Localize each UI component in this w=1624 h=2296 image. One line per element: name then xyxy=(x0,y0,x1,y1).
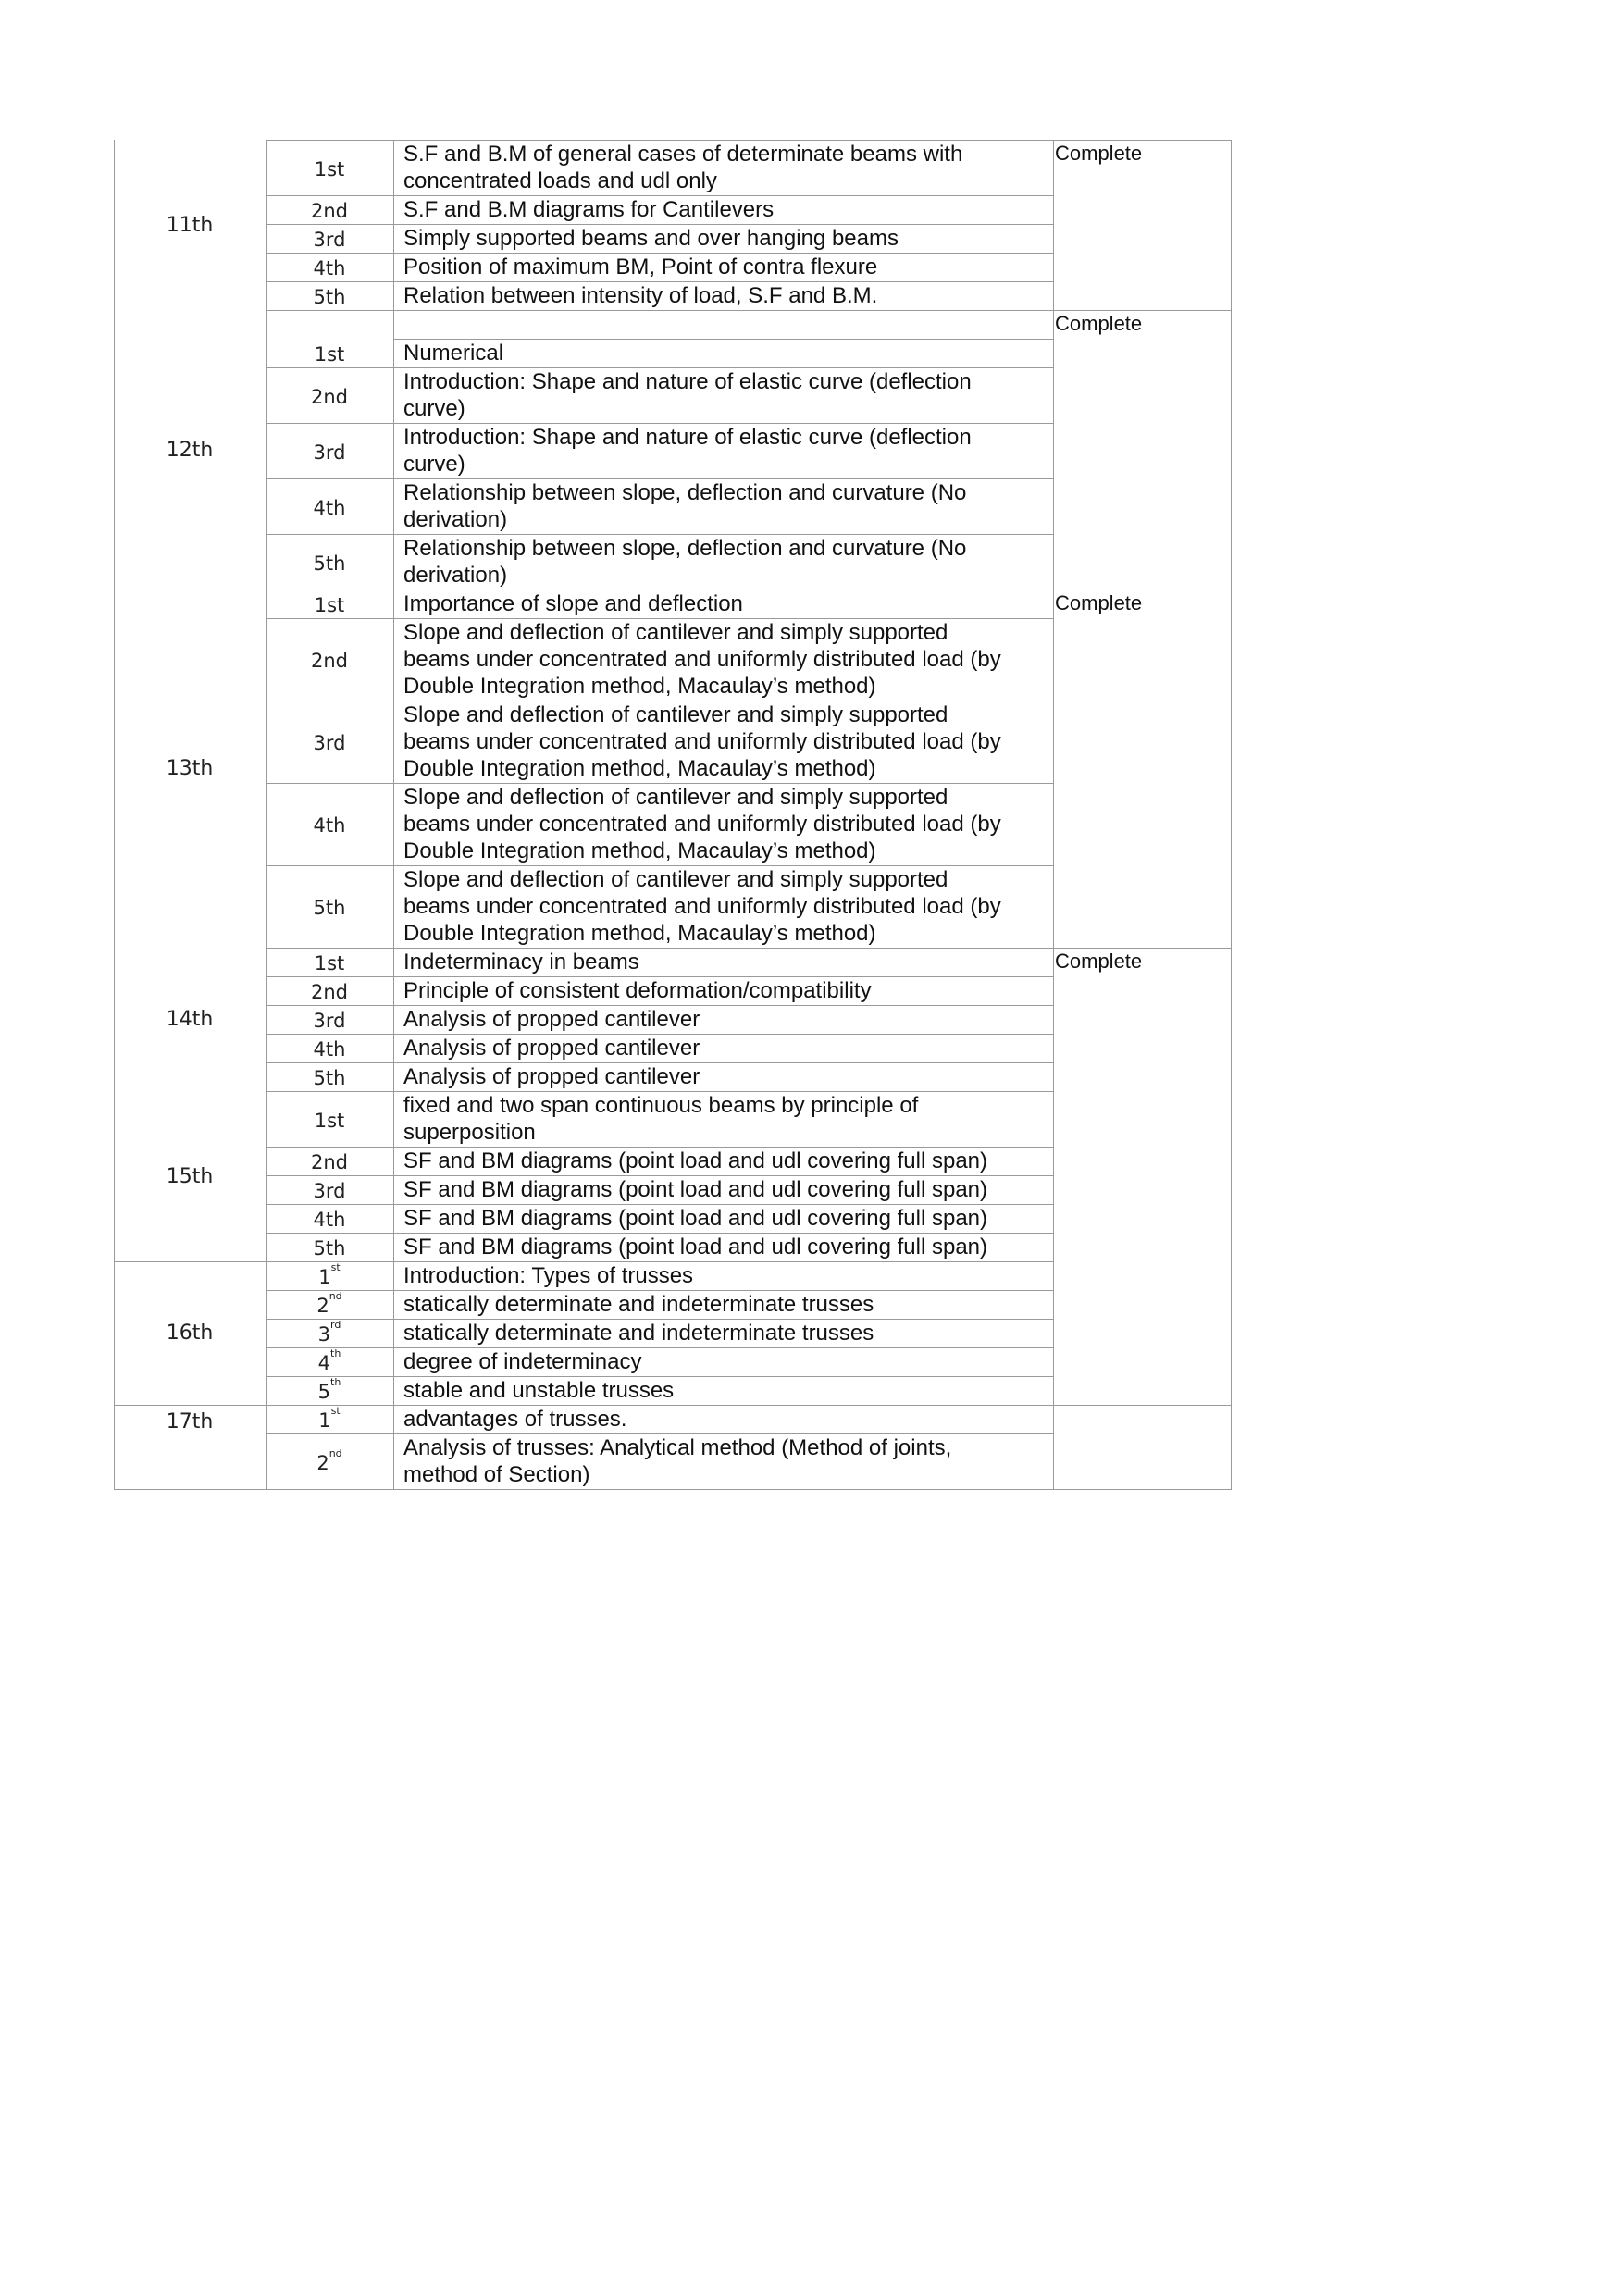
week-separator xyxy=(114,1405,267,1406)
lecture-topic: Analysis of propped cantilever xyxy=(403,1007,700,1032)
lecture-topic: beams under concentrated and uniformly distributed load (by xyxy=(403,894,1001,919)
lecture-topic: Double Integration method, Macaulay’s method) xyxy=(403,921,876,946)
lecture-number xyxy=(266,648,393,675)
lecture-topic: Importance of slope and deflection xyxy=(403,591,743,616)
lecture-number xyxy=(266,1446,393,1477)
week-label: 11th xyxy=(166,213,214,237)
lecture-number xyxy=(266,1290,393,1320)
lecture-topic: advantages of trusses. xyxy=(403,1407,627,1432)
status-complete: Complete xyxy=(1055,142,1143,165)
lecture-number xyxy=(266,284,393,311)
lecture-number-text: 2nd xyxy=(310,1151,348,1173)
lecture-topic: S.F and B.M of general cases of determinate beams with xyxy=(403,142,963,167)
lecture-number-text: 5th xyxy=(313,286,346,308)
lecture-topic: concentrated loads and udl only xyxy=(403,168,717,193)
lecture-number-text: 5 xyxy=(317,1381,331,1403)
lecture-number-text: 2nd xyxy=(310,385,348,408)
lecture-number-text: 1st xyxy=(314,1109,345,1132)
lecture-number xyxy=(266,384,393,411)
lecture-number xyxy=(266,979,393,1006)
lecture-topic: beams under concentrated and uniformly distributed load (by xyxy=(403,647,1001,672)
lecture-number-text: 1st xyxy=(314,157,345,180)
lecture-number-text: 4th xyxy=(313,1209,346,1231)
week-label: 17th xyxy=(166,1410,214,1433)
lecture-number-text: 3rd xyxy=(313,1010,346,1032)
lecture-number-suffix: st xyxy=(330,1261,341,1273)
lecture-topic: beams under concentrated and uniformly distributed load (by xyxy=(403,729,1001,754)
lecture-topic: fixed and two span continuous beams by principle of xyxy=(403,1093,919,1118)
lecture-number xyxy=(266,1036,393,1063)
status-separator xyxy=(1053,1405,1232,1406)
lecture-number-text: 1st xyxy=(314,952,345,974)
outer-right-border xyxy=(1231,140,1232,1490)
lecture-number-text: 2nd xyxy=(310,981,348,1003)
lecture-number-suffix: th xyxy=(330,1376,341,1388)
lecture-number xyxy=(266,813,393,839)
lecture-number-text: 4th xyxy=(313,496,346,519)
week-label: 16th xyxy=(166,1322,214,1345)
lecture-number-text: 1st xyxy=(314,343,345,366)
lecture-topic: SF and BM diagrams (point load and udl covering full span) xyxy=(403,1177,988,1202)
lecture-number xyxy=(266,950,393,977)
lecture-number-suffix: rd xyxy=(330,1319,341,1331)
lecture-topic: S.F and B.M diagrams for Cantilevers xyxy=(403,197,775,222)
lecture-topic: curve) xyxy=(403,396,465,421)
lecture-number-text: 1 xyxy=(318,1266,331,1288)
lecture-number xyxy=(266,730,393,757)
lecture-topic: Double Integration method, Macaulay’s method) xyxy=(403,756,876,781)
lecture-topic: Introduction: Shape and nature of elastic curve (deflection xyxy=(403,425,972,450)
lecture-topic: Analysis of propped cantilever xyxy=(403,1036,700,1061)
lecture-number-suffix: nd xyxy=(329,1446,342,1459)
week-label: 14th xyxy=(166,1008,214,1031)
week-label: 12th xyxy=(166,438,214,462)
week-separator xyxy=(114,1261,267,1262)
lecture-number-text: 2 xyxy=(316,1451,329,1474)
lecture-topic: Position of maximum BM, Point of contra flexure xyxy=(403,254,878,279)
table-vline xyxy=(1053,140,1054,1490)
lecture-number xyxy=(266,1261,393,1291)
lecture-topic: stable and unstable trusses xyxy=(403,1378,675,1403)
lecture-topic: Double Integration method, Macaulay’s method) xyxy=(403,674,876,699)
lecture-number xyxy=(266,1235,393,1262)
lecture-number-text: 2nd xyxy=(310,200,348,222)
lecture-topic: Simply supported beams and over hanging beams xyxy=(403,226,899,251)
lecture-topic: curve) xyxy=(403,452,465,477)
lecture-number-text: 4th xyxy=(313,814,346,837)
lecture-number xyxy=(266,1376,393,1406)
lecture-number xyxy=(266,895,393,922)
lecture-number-text: 1 xyxy=(318,1409,331,1432)
lecture-topic: Principle of consistent deformation/compatibility xyxy=(403,978,872,1003)
status-complete: Complete xyxy=(1055,312,1143,335)
lecture-number-suffix: st xyxy=(330,1405,341,1417)
lecture-topic: beams under concentrated and uniformly distributed load (by xyxy=(403,812,1001,837)
lecture-topic: Double Integration method, Macaulay’s method) xyxy=(403,838,876,863)
lecture-topic: SF and BM diagrams (point load and udl covering full span) xyxy=(403,1206,988,1231)
lecture-number-text: 3 xyxy=(317,1323,331,1346)
status-complete: Complete xyxy=(1055,591,1143,614)
lecture-number xyxy=(266,1178,393,1205)
lecture-number-suffix: nd xyxy=(329,1290,342,1302)
lecture-number xyxy=(266,1149,393,1176)
lecture-number xyxy=(266,592,393,619)
lecture-number xyxy=(266,156,393,183)
lecture-number xyxy=(266,1008,393,1035)
week-label: 13th xyxy=(166,757,214,780)
week-separator xyxy=(114,1489,267,1490)
lecture-number xyxy=(266,255,393,282)
lecture-number xyxy=(266,341,393,368)
lecture-topic: Relationship between slope, deflection and curvature (No xyxy=(403,480,967,505)
lecture-number-text: 5th xyxy=(313,552,346,575)
week-label: 15th xyxy=(166,1164,214,1188)
lecture-topic: superposition xyxy=(403,1120,536,1145)
lecture-topic: method of Section) xyxy=(403,1462,590,1487)
lecture-topic: degree of indeterminacy xyxy=(403,1349,642,1374)
lecture-topic: Analysis of propped cantilever xyxy=(403,1064,700,1089)
lecture-number-text: 4th xyxy=(313,1038,346,1061)
lecture-number xyxy=(266,227,393,254)
lecture-topic: Slope and deflection of cantilever and simply supported xyxy=(403,785,948,810)
table-vline xyxy=(393,140,394,1490)
lecture-topic: Analysis of trusses: Analytical method (Method of joints, xyxy=(403,1435,952,1460)
lecture-topic: Slope and deflection of cantilever and simply supported xyxy=(403,620,948,645)
lecture-topic: derivation) xyxy=(403,563,508,588)
lecture-number-text: 3rd xyxy=(313,441,346,464)
status-separator xyxy=(1053,1489,1232,1490)
lecture-topic: Relationship between slope, deflection and curvature (No xyxy=(403,536,967,561)
lecture-number-text: 4 xyxy=(317,1352,331,1374)
lecture-number xyxy=(266,440,393,466)
lecture-topic: Indeterminacy in beams xyxy=(403,949,639,974)
status-complete: Complete xyxy=(1055,949,1143,973)
lecture-topic: SF and BM diagrams (point load and udl covering full span) xyxy=(403,1148,988,1173)
lecture-topic: Slope and deflection of cantilever and simply supported xyxy=(403,702,948,727)
lecture-number-text: 3rd xyxy=(313,732,346,754)
table-hline xyxy=(266,948,1054,949)
lecture-topic: Introduction: Shape and nature of elastic curve (deflection xyxy=(403,369,972,394)
lecture-topic: Slope and deflection of cantilever and simply supported xyxy=(403,867,948,892)
lecture-number xyxy=(266,1319,393,1348)
table-hline xyxy=(266,1489,1054,1490)
lecture-number-text: 2nd xyxy=(310,650,348,672)
lecture-topic: statically determinate and indeterminate trusses xyxy=(403,1321,874,1346)
lecture-topic: statically determinate and indeterminate trusses xyxy=(403,1292,874,1317)
lecture-number-suffix: th xyxy=(330,1347,341,1359)
lecture-number xyxy=(266,551,393,577)
lecture-number xyxy=(266,1405,393,1434)
lecture-number xyxy=(266,1207,393,1234)
outer-left-border xyxy=(114,140,115,1490)
lecture-number-text: 3rd xyxy=(313,229,346,251)
lecture-number-text: 1st xyxy=(314,594,345,616)
lecture-number-text: 4th xyxy=(313,257,346,279)
lecture-number-text: 5th xyxy=(313,1237,346,1260)
lecture-number-text: 5th xyxy=(313,897,346,919)
lecture-number xyxy=(266,1347,393,1377)
lecture-topic: Introduction: Types of trusses xyxy=(403,1263,694,1288)
lecture-number-text: 3rd xyxy=(313,1180,346,1202)
lecture-topic: SF and BM diagrams (point load and udl covering full span) xyxy=(403,1235,988,1260)
lecture-topic: Relation between intensity of load, S.F and B.M. xyxy=(403,283,878,308)
lecture-number xyxy=(266,1065,393,1092)
lecture-number-text: 2 xyxy=(316,1295,329,1317)
lecture-topic: Numerical xyxy=(403,341,504,366)
lecture-number xyxy=(266,1108,393,1135)
lecture-topic: derivation) xyxy=(403,507,508,532)
lecture-number xyxy=(266,495,393,522)
lecture-number xyxy=(266,198,393,225)
lecture-number-text: 5th xyxy=(313,1067,346,1089)
